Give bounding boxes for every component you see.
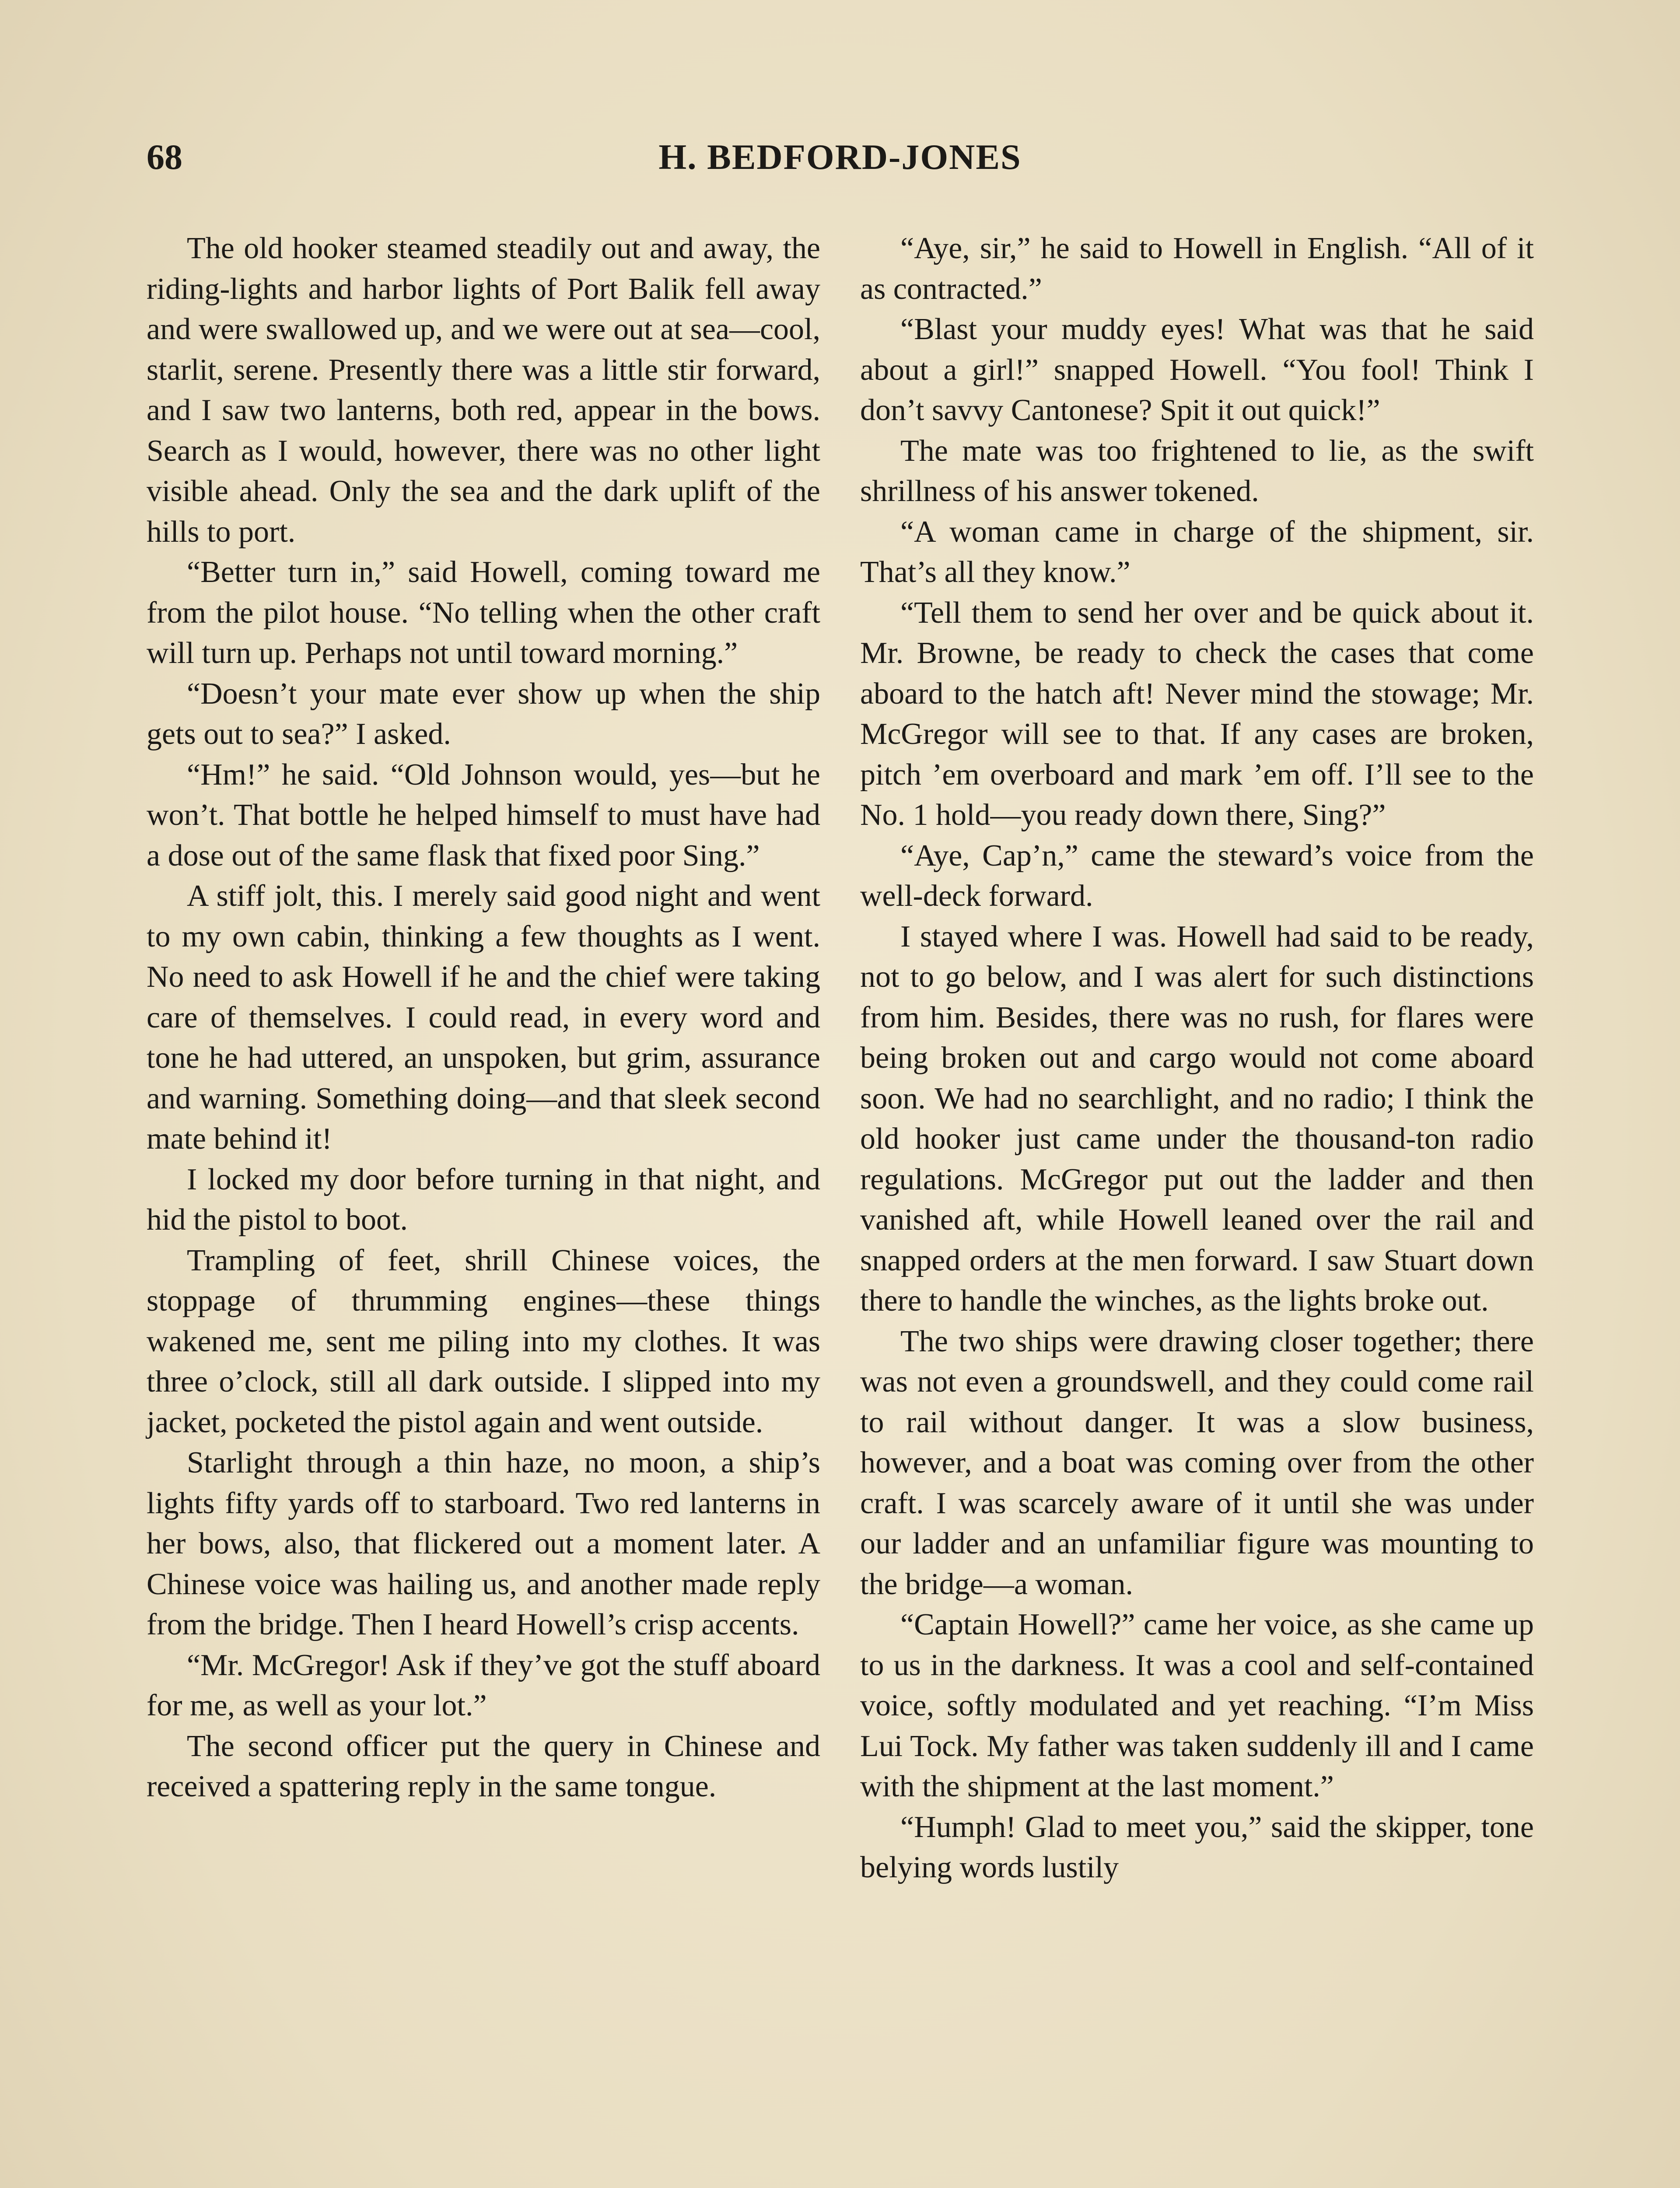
paragraph: Trampling of feet, shrill Chinese voices, the stoppage of thrumming engines—these things wakened me, sent me piling into my clothes. It was three o’clock, still all dark outside. I slipped into my jacket, pocketed the pistol again and went outside. [147,1243,820,1439]
paragraph: “A woman came in charge of the shipment, sir. That’s all they know.” [860,515,1534,589]
paragraph: The two ships were drawing closer together; there was not even a groundswell, and they could come rail to rail without danger. It was a slow business, however, and a boat was coming over from the other craft. I was scarcely aware of it until she was under our ladder and an unfamiliar figure was mounting to the bridge—a woman. [860,1324,1534,1601]
paragraph: Starlight through a thin haze, no moon, a ship’s lights fifty yards off to starboard. Two red lanterns in her bows, also, that flickered out a moment later. A Chinese voice was hailing us, and another made reply from the bridge. Then I heard Howell’s crisp accents. [147,1446,820,1641]
paragraph: I locked my door before turning in that night, and hid the pistol to boot. [147,1162,820,1237]
running-head: H. BEDFORD-JONES [658,137,1022,177]
paragraph: “Tell them to send her over and be quick about it. Mr. Browne, be ready to check the cases that come aboard to the hatch aft! Never mind the stowage; Mr. McGregor will see to that. If any cases are broken, pitch ’em overboard and mark ’em off. I’ll see to the No. 1 hold—you ready down there, Sing?” [860,596,1534,832]
paragraph: “Captain Howell?” came her voice, as she came up to us in the darkness. It was a cool and self-contained voice, softly modulated and yet reaching. “I’m Miss Lui Tock. My father was taken suddenly ill and I came with the shipment at the last moment.” [860,1608,1534,1803]
paragraph: I stayed where I was. Howell had said to be ready, not to go below, and I was alert for such distinctions from him. Besides, there was no rush, for flares were being broken out and cargo would not come aboard soon. We had no searchlight, and no radio; I think the old hooker just came under the thousand-ton radio regulations. McGregor put out the ladder and then vanished aft, while Howell leaned over the rail and snapped orders at the men forward. I saw Stuart down there to handle the winches, as the lights broke out. [860,919,1534,1318]
paragraph: “Humph! Glad to meet you,” said the skipper, tone belying words lustily [860,1810,1534,1884]
paragraph: “Aye, sir,” he said to Howell in English. “All of it as contracted.” [860,231,1534,306]
paragraph: “Mr. McGregor! Ask if they’ve got the stuff aboard for me, as well as your lot.” [147,1648,820,1722]
paragraph: “Aye, Cap’n,” came the steward’s voice from the well-deck forward. [860,838,1534,913]
paragraph: “Hm!” he said. “Old Johnson would, yes—but he won’t. That bottle he helped himself to must have had a dose out of the same flask that fixed poor Sing.” [147,757,820,873]
left-text-column [147,228,820,1807]
paragraph: “Blast your muddy eyes! What was that he said about a girl!” snapped Howell. “You fool! Think I don’t savvy Cantonese? Spit it out quick!” [860,312,1534,427]
page-number: 68 [147,137,182,177]
paragraph: The mate was too frightened to lie, as the swift shrillness of his answer tokened. [860,434,1534,508]
paragraph: “Doesn’t your mate ever show up when the ship gets out to sea?” I asked. [147,677,820,751]
paragraph: The old hooker steamed steadily out and away, the riding-lights and harbor lights of Port Balik fell away and were swallowed up, and we were out at sea—cool, starlit, serene. Presently there was a little stir forward, and I saw two lanterns, both red, appear in the bows. Search as I would, however, there was no other light visible ahead. Only the sea and the dark uplift of the hills to port. [147,231,820,549]
paragraph: The second officer put the query in Chinese and received a spattering reply in the same tongue. [147,1729,820,1803]
right-text-column [860,228,1534,1888]
paragraph: A stiff jolt, this. I merely said good night and went to my own cabin, thinking a few thoughts as I went. No need to ask Howell if he and the chief were taking care of themselves. I could read, in every word and tone he had uttered, an unspoken, but grim, assurance and warning. Something doing—and that sleek second mate behind it! [147,879,820,1156]
paragraph: “Better turn in,” said Howell, coming toward me from the pilot house. “No telling when the other craft will turn up. Perhaps not until toward morning.” [147,555,820,670]
